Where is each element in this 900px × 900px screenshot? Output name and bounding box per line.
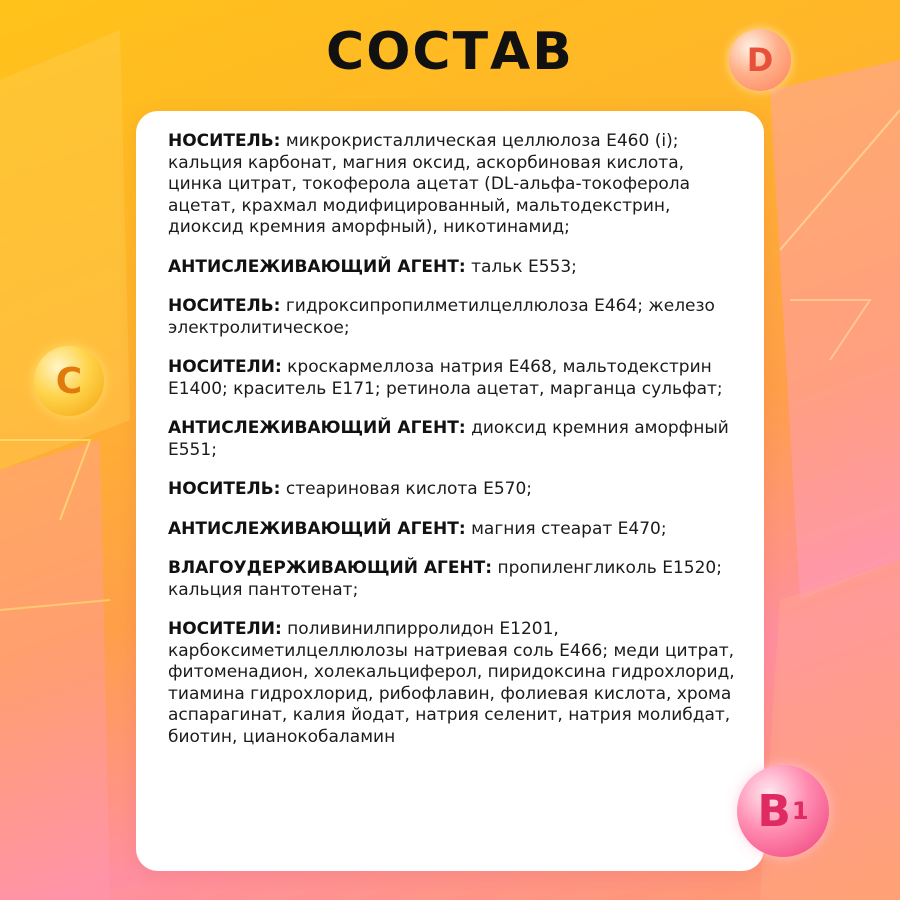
composition-entry xyxy=(168,357,740,400)
vitamin-c-icon xyxy=(34,346,104,416)
composition-entry xyxy=(168,479,740,501)
composition-entry xyxy=(168,619,740,748)
entry-text: гидроксипропилметилцеллюлоза E464; железо электролитическое; xyxy=(168,296,715,338)
entry-label: НОСИТЕЛИ: xyxy=(168,357,282,377)
entry-text: магния стеарат E470; xyxy=(465,518,667,539)
vitamin-b1-subscript: 1 xyxy=(791,797,809,825)
entry-text: пропиленгликоль E1520; кальция пантотенат; xyxy=(168,558,722,600)
entry-label: НОСИТЕЛЬ: xyxy=(168,479,281,499)
vitamin-d-icon xyxy=(729,29,791,91)
entry-label: НОСИТЕЛЬ: xyxy=(168,131,281,151)
entry-label: ВЛАГОУДЕРЖИВАЮЩИЙ АГЕНТ: xyxy=(168,558,493,578)
entry-label: АНТИСЛЕЖИВАЮЩИЙ АГЕНТ: xyxy=(168,256,466,277)
entry-label: НОСИТЕЛЬ: xyxy=(168,296,281,316)
entry-text: поливинилпирролидон E1201, карбоксиметилцеллюлозы натриевая соль E466; меди цитрат, фитоменадион, холекальциферол, пиридоксина гидрохлорид, тиамина гидрохлорид, рибофлавин, фолиевая кислота, хрома аспарагинат, калия йодат, натрия селенит, натрия молибдат, биотин, цианокобаламин xyxy=(168,619,735,747)
composition-card xyxy=(136,111,764,871)
composition-entry xyxy=(168,519,740,541)
entry-text: тальк E553; xyxy=(465,256,577,277)
composition-entry xyxy=(168,257,740,279)
composition-entry xyxy=(168,418,740,461)
page-title: СОСТАВ xyxy=(326,22,574,82)
composition-entry xyxy=(168,131,740,239)
vitamin-b1-label: B xyxy=(757,785,791,837)
vitamin-c-label: C xyxy=(55,360,83,402)
entry-text: кроскармеллоза натрия E468, мальтодекстрин E1400; краситель E171; ретинола ацетат, марганца сульфат; xyxy=(168,357,723,399)
composition-entry xyxy=(168,558,740,601)
entry-label: НОСИТЕЛИ: xyxy=(168,619,282,639)
entry-label: АНТИСЛЕЖИВАЮЩИЙ АГЕНТ: xyxy=(168,418,466,438)
composition-entry xyxy=(168,296,740,339)
entry-text: микрокристаллическая целлюлоза E460 (i); кальция карбонат, магния оксид, аскорбиновая кислота, цинка цитрат, токоферола ацетат (DL-альфа-токоферола ацетат, крахмал модифицированный, мальтодекстрин, диоксид кремния аморфный), никотинамид; xyxy=(168,131,691,237)
vitamin-d-label: D xyxy=(746,41,774,79)
vitamin-b1-icon xyxy=(737,765,829,857)
entry-text: диоксид кремния аморфный E551; xyxy=(168,418,729,460)
entry-text: стеариновая кислота E570; xyxy=(280,479,532,499)
entry-label: АНТИСЛЕЖИВАЮЩИЙ АГЕНТ: xyxy=(168,518,466,539)
